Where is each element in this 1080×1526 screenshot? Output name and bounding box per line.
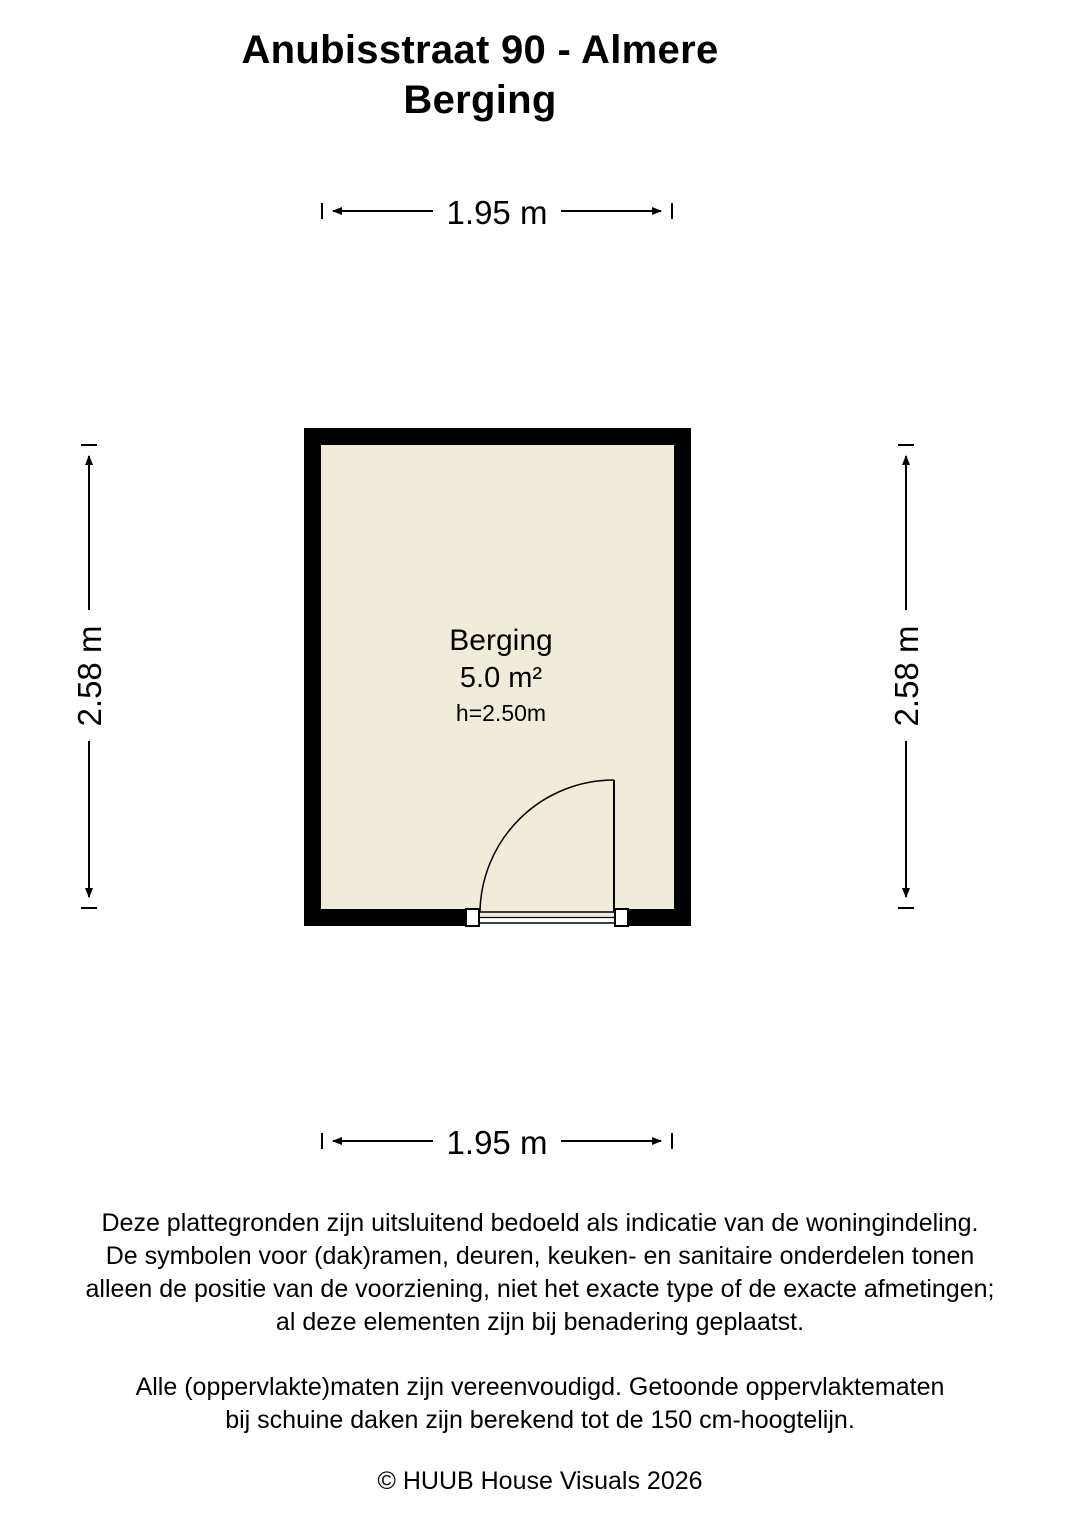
dimension-bottom-label: 1.95 m: [446, 1124, 548, 1161]
disclaimer-line: Alle (oppervlakte)maten zijn vereenvoudigd. Getoonde oppervlaktematen: [135, 1373, 945, 1401]
wall-bottom-right: [628, 909, 691, 926]
dimension-left: [71, 445, 108, 908]
room-area: 5.0 m²: [459, 662, 543, 694]
disclaimer-line: alleen de positie van de voorziening, niet het exacte type of de exacte afmetingen;: [85, 1275, 995, 1303]
disclaimer-block-2: [0, 1371, 1080, 1437]
dimension-left-label: 2.58 m: [71, 625, 108, 727]
dimension-bottom: [322, 1124, 672, 1161]
room-height: h=2.50m: [455, 700, 547, 726]
dimension-top: [322, 194, 672, 231]
wall-bottom-left: [304, 909, 466, 926]
dimension-right-label: 2.58 m: [888, 625, 925, 727]
dimension-right: [888, 445, 925, 908]
room-berging: [304, 428, 691, 926]
disclaimer-block-1: [0, 1207, 1080, 1339]
door-jamb-left: [466, 909, 479, 926]
door-jamb-right: [615, 909, 628, 926]
page-title-floor: Berging: [403, 78, 557, 122]
wall-top: [304, 428, 691, 445]
copyright-notice: © HUUB House Visuals 2026: [377, 1467, 703, 1495]
dimension-top-label: 1.95 m: [446, 194, 548, 231]
disclaimer-line: De symbolen voor (dak)ramen, deuren, keuken- en sanitaire onderdelen tonen: [105, 1242, 975, 1270]
disclaimer-line: Deze plattegronden zijn uitsluitend bedoeld als indicatie van de woningindeling.: [101, 1209, 979, 1237]
wall-right: [674, 428, 691, 926]
room-name: Berging: [449, 624, 553, 657]
disclaimer-line: al deze elementen zijn bij benadering geplaatst.: [275, 1308, 805, 1336]
disclaimer-line: bij schuine daken zijn berekend tot de 150 cm-hoogtelijn.: [225, 1406, 855, 1434]
page-title-address: Anubisstraat 90 - Almere: [241, 28, 719, 72]
wall-left: [304, 428, 321, 926]
